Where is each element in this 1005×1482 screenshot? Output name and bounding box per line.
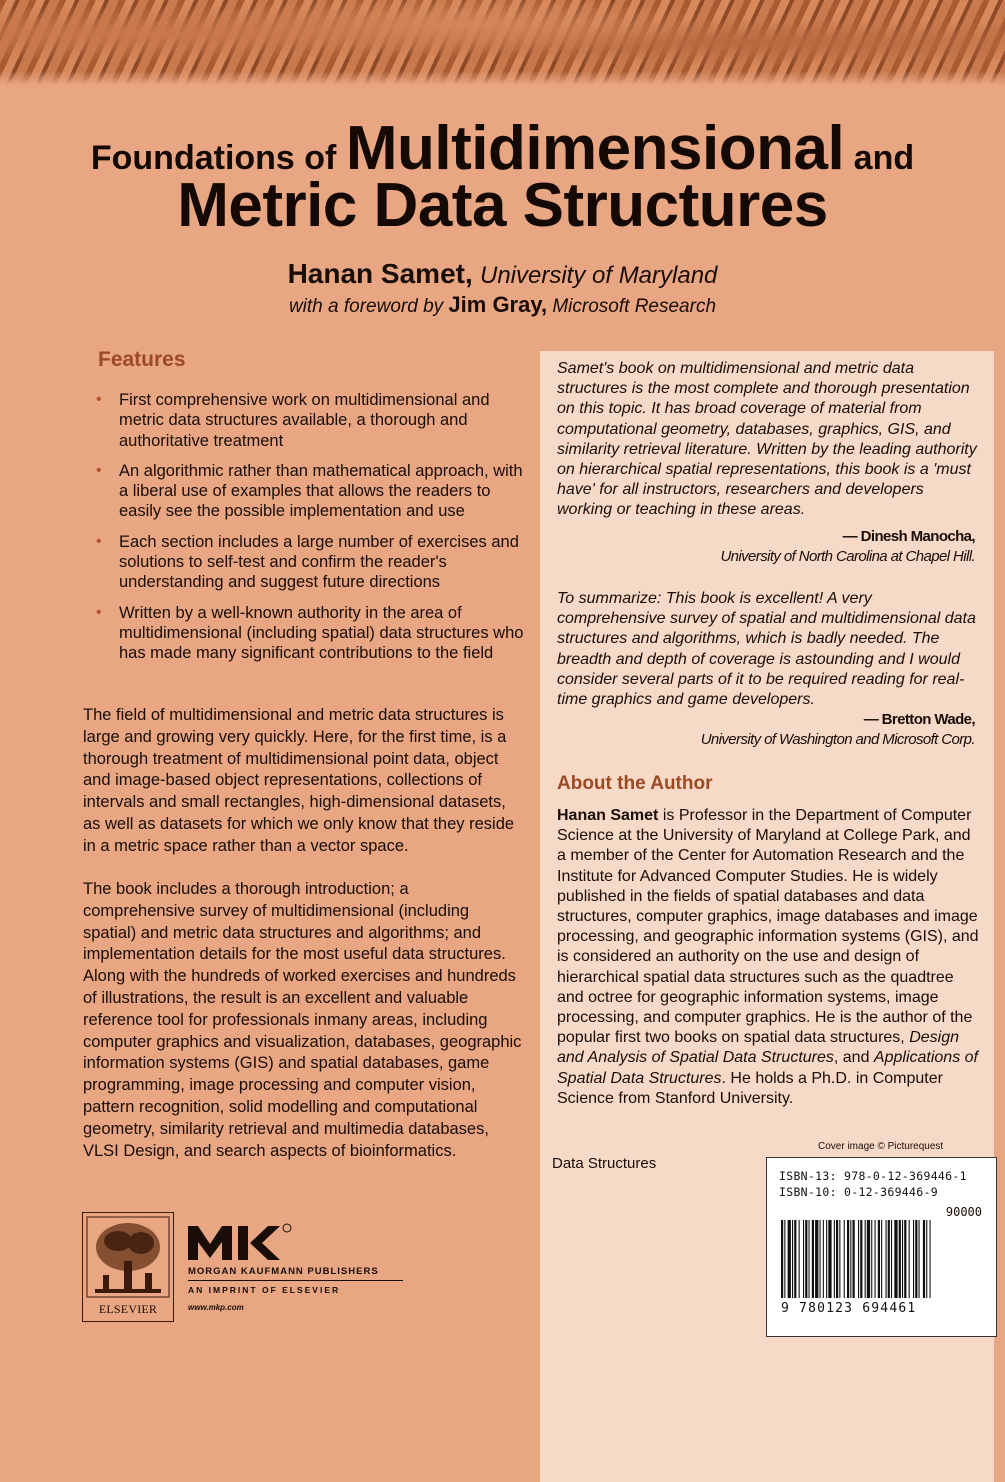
barcode-bar [871, 1220, 872, 1298]
barcode-bar [823, 1220, 824, 1298]
barcode-bar [886, 1220, 887, 1298]
barcode-bar [836, 1220, 838, 1298]
cover-credit: Cover image © Picturequest [818, 1141, 944, 1152]
description-paragraph-2: The book includes a thorough introduction; a comprehensive survey of multidimensional (including spatial) and metric data structures and algorithms; and implementation details for the most useful data structures. Along with the hundreds of worked exercises and hundreds of illustrations, the result is an excellent and valuable reference tool for professionals inmany areas, including computer graphics and visualization, databases, geographic information systems (GIS) and spatial databases, game programming, image processing and computer vision, pattern recognition, solid modelling and computational geometry, similarity retrieval and multimedia databases, VLSI Design, and search aspects of bioinformatics. [83, 880, 522, 1160]
barcode-bar [781, 1220, 783, 1298]
endorsement-signature-2: — Bretton Wade, University of Washington and Microsoft Corp. [700, 711, 975, 748]
barcode-bar [923, 1220, 925, 1298]
mk-logo-icon [188, 1222, 298, 1262]
barcode-bar [815, 1220, 818, 1298]
endorsement-quote-2: To summarize: This book is excellent! A very comprehensive survey of spatial and multidimensional data structures and algorithms, which is badly needed. The breadth and depth of coverage is astounding and I would consider several parts of it to be required reading for real-time graphics and game developers. [557, 590, 976, 709]
barcode-bar [865, 1220, 866, 1298]
barcode-bar [799, 1220, 800, 1298]
barcode-bar [894, 1220, 897, 1298]
author-affiliation: University of Maryland [479, 262, 718, 289]
barcode-bar [913, 1220, 914, 1298]
barcode-bar [828, 1220, 831, 1298]
barcode-bar [860, 1220, 862, 1298]
barcode-bar [867, 1220, 870, 1298]
barcode-bar [803, 1220, 804, 1298]
feature-item: • First comprehensive work on multidimensional and metric data structures available, a thorough and authoritative treatment [96, 391, 490, 450]
barcode-bar [919, 1220, 920, 1298]
foreword-name: Jim Gray, [448, 292, 548, 317]
author-name: Hanan Samet, [287, 258, 473, 289]
isbn-barcode [766, 1157, 997, 1337]
description-paragraph-1: The field of multidimensional and metric data structures is large and growing very quickly. Here, for the first time, is a thorough treatment of multidimensional point data, object and image-based object representations, collections of intervals and small rectangles, high-dimensional datasets, as well as datasets for which we only know that they reside in a metric space rather than a vector space. [83, 706, 515, 855]
barcode-bar [809, 1220, 810, 1298]
barcode-bar [915, 1220, 917, 1298]
author-line [0, 258, 1005, 290]
barcode-bar [899, 1220, 901, 1298]
barcode-bar [891, 1220, 892, 1298]
barcode-bar [853, 1220, 855, 1298]
barcode-bar [881, 1220, 882, 1298]
mk-divider [188, 1280, 403, 1281]
bullet-icon: • [96, 532, 102, 550]
ean-digits: 9 780123 694461 [781, 1301, 917, 1316]
about-author-heading: About the Author [557, 773, 713, 794]
feature-item: • Each section includes a large number of exercises and solutions to self-test and confirm the reader's understanding and suggest future directions [96, 532, 519, 592]
book-title-line2: Metric Data Structures [177, 171, 828, 240]
elsevier-logo: ELSEVIER [82, 1212, 174, 1322]
elsevier-tree-icon [83, 1213, 173, 1301]
barcode-bar [904, 1220, 906, 1298]
barcode-bar [834, 1220, 835, 1298]
barcode-bar [850, 1220, 851, 1298]
barcode-bar [784, 1220, 785, 1298]
barcode-bar [847, 1220, 849, 1298]
bullet-icon: • [96, 461, 102, 479]
barcode-bar [930, 1220, 931, 1298]
isbn-13: ISBN-13: 978-0-12-369446-1 [779, 1169, 967, 1183]
barcode-bar [926, 1220, 927, 1298]
title-prefix: Foundations of [90, 139, 337, 177]
endorsement-signature-1: — Dinesh Manocha, University of North Carolina at Chapel Hill. [720, 528, 975, 565]
barcode-bar [888, 1220, 890, 1298]
barcode-bar [788, 1220, 791, 1298]
subject-category: Data Structures [552, 1155, 657, 1172]
bullet-icon: • [96, 603, 102, 621]
isbn-10: ISBN-10: 0-12-369446-9 [779, 1185, 938, 1199]
barcode-bar [839, 1220, 840, 1298]
cover-photo-strip [0, 0, 1005, 85]
bullet-icon: • [96, 391, 102, 408]
barcode-bar [826, 1220, 827, 1298]
barcode-bars [779, 1220, 984, 1300]
mk-publisher-name: MORGAN KAUFMANN PUBLISHERS [188, 1266, 379, 1277]
barcode-bar [878, 1220, 880, 1298]
barcode-bar [812, 1220, 814, 1298]
foreword-line [0, 292, 1005, 318]
barcode-bar [794, 1220, 796, 1298]
about-author-text: Hanan Samet is Professor in the Department of Computer Science at the University of Maryland at College Park, and a member of the Center for Automation Research and the Institute for Advanced Computer Studies. He is widely published in the fields of spatial databases and data structures, computer graphics, image databases and image processing, and geographic information systems (GIS), and is considered an authority on the use and design of hierarchical spatial data structures such as the quadtree and octree for geographic information systems, image processing, and computer graphics. He is the author of the popular first two books on spatial data structures, Design and Analysis of Spatial Data Structures, and Applications of Spatial Data Structures. He holds a Ph.D. in Computer Science from Stanford University. [557, 807, 979, 1107]
barcode-bar [805, 1220, 807, 1298]
mk-imprint: AN IMPRINT OF ELSEVIER [188, 1285, 341, 1295]
barcode-bar [902, 1220, 903, 1298]
title-main: Multidimensional [345, 114, 845, 183]
features-list [96, 390, 526, 674]
barcode-bar [875, 1220, 876, 1298]
features-heading: Features [98, 348, 186, 371]
foreword-prefix: with a foreword by [288, 296, 444, 317]
foreword-affiliation: Microsoft Research [552, 296, 717, 317]
barcode-bar [858, 1220, 859, 1298]
barcode-bar [909, 1220, 910, 1298]
barcode-bar [792, 1220, 793, 1298]
title-and: and [853, 139, 915, 177]
barcode-bar [820, 1220, 821, 1298]
price-code: 90000 [945, 1205, 982, 1219]
publisher-url: www.mkp.com [188, 1303, 244, 1312]
feature-item: • Written by a well-known authority in the area of multidimensional (including spatial) data structures who has made many significant contributions to the field [96, 603, 524, 663]
endorsement-quote-1: Samet's book on multidimensional and metric data structures is the most complete and thorough presentation on this topic. It has broad coverage of material from computational geometry, databases, graphics, GIS, and similarity retrieval literature. Written by the leading authority on hierarchical spatial representations, this book is a 'must have' for all instructors, researchers and developers working or teaching in these areas. [557, 360, 977, 519]
barcode-bar [844, 1220, 845, 1298]
feature-item: • An algorithmic rather than mathematical approach, with a liberal use of examples that allows the readers to easily see the possible implementation and use [96, 461, 523, 521]
